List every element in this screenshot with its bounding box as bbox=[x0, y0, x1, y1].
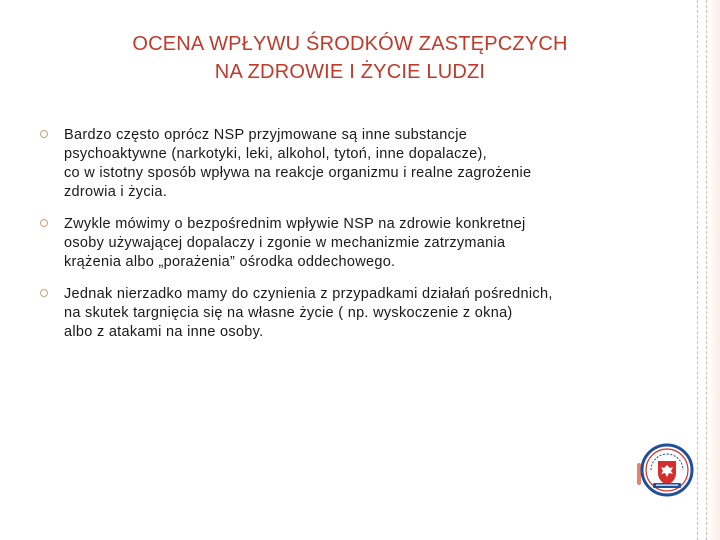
bullet-line: albo z atakami na inne osoby. bbox=[64, 324, 264, 340]
bullet-circle-icon bbox=[40, 289, 48, 297]
bullet-line: Bardzo często oprócz NSP przyjmowane są inne substancje bbox=[64, 127, 468, 143]
bullet-line: co w istotny sposób wpływa na reakcje organizmu i realne zagrożenie bbox=[64, 165, 532, 181]
bullet-text bbox=[64, 215, 628, 272]
frame-line-outer bbox=[706, 0, 707, 540]
bullet-text bbox=[64, 285, 628, 342]
bullet-list bbox=[38, 126, 628, 355]
frame-shade bbox=[708, 0, 720, 540]
bullet-text bbox=[64, 126, 628, 202]
bullet-line: Zwykle mówimy o bezpośrednim wpływie NSP na zdrowie konkretnej bbox=[64, 216, 526, 232]
bullet-line: osoby używającej dopalaczy i zgonie w mechanizmie zatrzymania bbox=[64, 235, 506, 251]
bullet-item bbox=[38, 285, 628, 342]
eagle-emblem-icon bbox=[640, 443, 694, 497]
slide-title-line-2: NA ZDROWIE I ŻYCIE LUDZI bbox=[214, 61, 486, 83]
bullet-circle-icon bbox=[40, 219, 48, 227]
slide-title-line-1: OCENA WPŁYWU ŚRODKÓW ZASTĘPCZYCH bbox=[132, 33, 568, 55]
bullet-line: zdrowia i życia. bbox=[64, 184, 168, 200]
bullet-item bbox=[38, 126, 628, 202]
bullet-item bbox=[38, 215, 628, 272]
frame-line-inner bbox=[697, 0, 698, 540]
bullet-line: na skutek targnięcia się na własne życie ( np. wyskoczenie z okna) bbox=[64, 305, 513, 321]
bullet-line: Jednak nierzadko mamy do czynienia z przypadkami działań pośrednich, bbox=[64, 286, 553, 302]
bullet-circle-icon bbox=[40, 130, 48, 138]
slide-title bbox=[80, 30, 620, 86]
bullet-line: krążenia albo „porażenia” ośrodka oddechowego. bbox=[64, 254, 396, 270]
bullet-line: psychoaktywne (narkotyki, leki, alkohol, tytoń, inne dopalacze), bbox=[64, 146, 487, 162]
